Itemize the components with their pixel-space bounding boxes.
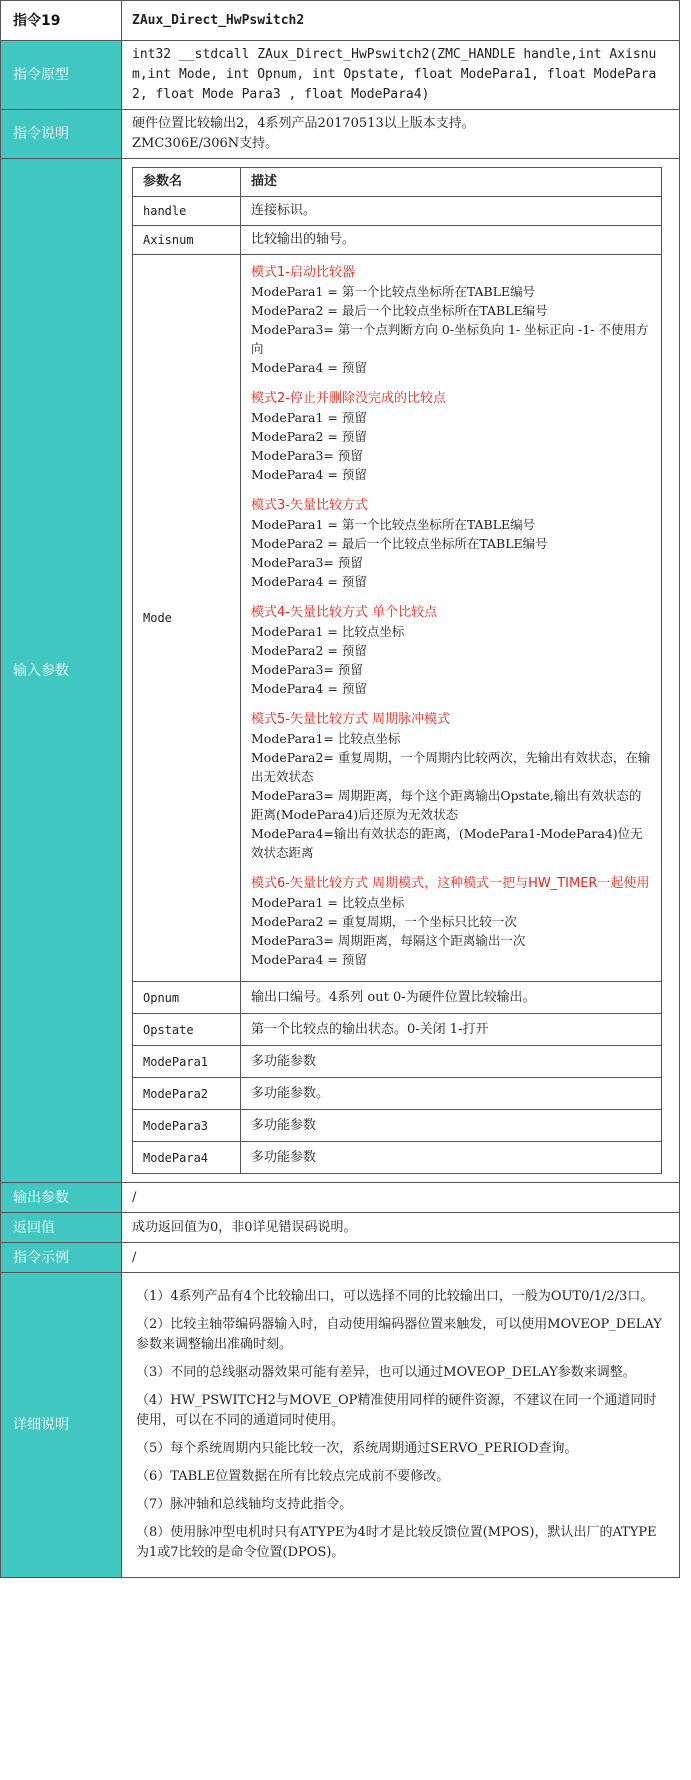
- detail-item: （1）4系列产品有4个比较输出口，可以选择不同的比较输出口，一般为OUT0/1/2/3口。: [136, 1289, 654, 1304]
- param-name: handle: [133, 197, 241, 226]
- detail-item: （2）比较主轴带编码器输入时，自动使用编码器位置来触发，可以使用MOVEOP_DELAY参数来调整输出准确时刻。: [136, 1317, 662, 1352]
- mode-line: ModePara4 = 预留: [251, 574, 367, 589]
- prototype-label: 指令原型: [1, 41, 122, 110]
- example-value: /: [122, 1243, 680, 1273]
- mode-line: ModePara3= 预留: [251, 448, 363, 463]
- param-name: ModePara4: [133, 1142, 241, 1174]
- param-desc: 连接标识。: [241, 197, 662, 226]
- param-row: [133, 1110, 662, 1142]
- mode-line: ModePara3= 周期距离，每隔这个距离输出一次: [251, 933, 526, 948]
- mode-line: ModePara1 = 第一个比较点坐标所在TABLE编号: [251, 284, 536, 299]
- mode-line: ModePara3= 预留: [251, 662, 363, 677]
- param-name: Mode: [133, 255, 241, 982]
- param-row: [133, 982, 662, 1014]
- mode-line: ModePara4 = 预留: [251, 681, 367, 696]
- mode-block: [251, 263, 651, 377]
- output-value: /: [122, 1183, 680, 1213]
- detail-label: 详细说明: [1, 1273, 122, 1578]
- mode-title: 模式2-停止并删除没完成的比较点: [251, 391, 446, 406]
- output-label: 输出参数: [1, 1183, 122, 1213]
- param-row: [133, 197, 662, 226]
- param-desc: 比较输出的轴号。: [241, 226, 662, 255]
- description-label: 指令说明: [1, 110, 122, 159]
- detail-item: （3）不同的总线驱动器效果可能有差异，也可以通过MOVEOP_DELAY参数来调整。: [136, 1365, 636, 1380]
- param-desc-header: 描述: [241, 168, 662, 197]
- param-name: ModePara2: [133, 1078, 241, 1110]
- detail-content: [122, 1273, 680, 1578]
- mode-line: ModePara2 = 预留: [251, 643, 367, 658]
- param-desc: 多功能参数: [241, 1110, 662, 1142]
- mode-title: 模式6-矢量比较方式 周期模式，这种模式一把与HW_TIMER一起使用: [251, 876, 650, 891]
- return-value: 成功返回值为0，非0详见错误码说明。: [122, 1213, 680, 1243]
- detail-item: （4）HW_PSWITCH2与MOVE_OP精准使用同样的硬件资源，不建议在同一个通道同时使用，可以在不同的通道同时使用。: [136, 1393, 657, 1428]
- detail-item: （8）使用脉冲型电机时只有ATYPE为4时才是比较反馈位置(MPOS)，默认出厂的ATYPE为1或7比较的是命令位置(DPOS)。: [136, 1525, 657, 1560]
- mode-line: ModePara3= 预留: [251, 555, 363, 570]
- param-desc: 多功能参数。: [241, 1078, 662, 1110]
- param-desc: 多功能参数: [241, 1046, 662, 1078]
- mode-line: ModePara2= 重复周期，一个周期内比较两次，先输出有效状态，在输出无效状态: [251, 750, 651, 784]
- mode-line: ModePara4 = 预留: [251, 467, 367, 482]
- header-row: [1, 1, 680, 41]
- mode-title: 模式1-启动比较器: [251, 265, 355, 280]
- param-row: [133, 1078, 662, 1110]
- return-label: 返回值: [1, 1213, 122, 1243]
- description-line: ZMC306E/306N支持。: [132, 136, 279, 151]
- example-row: [1, 1243, 680, 1273]
- prototype-row: [1, 41, 680, 110]
- mode-line: ModePara4 = 预留: [251, 360, 367, 375]
- mode-line: ModePara1 = 第一个比较点坐标所在TABLE编号: [251, 517, 536, 532]
- param-desc: 多功能参数: [241, 1142, 662, 1174]
- mode-line: ModePara4=输出有效状态的距离，(ModePara1-ModePara4)位无效状态距离: [251, 826, 643, 860]
- mode-line: ModePara2 = 预留: [251, 429, 367, 444]
- mode-title: 模式4-矢量比较方式 单个比较点: [251, 605, 438, 620]
- param-desc: 第一个比较点的输出状态。0-关闭 1-打开: [241, 1014, 662, 1046]
- mode-line: ModePara1 = 比较点坐标: [251, 895, 405, 910]
- mode-line: ModePara2 = 重复周期，一个坐标只比较一次: [251, 914, 517, 929]
- param-row: [133, 1142, 662, 1174]
- mode-line: ModePara2 = 最后一个比较点坐标所在TABLE编号: [251, 536, 548, 551]
- mode-line: ModePara3= 周期距离，每个这个距离输出Opstate,输出有效状态的距离(ModePara4)后还原为无效状态: [251, 788, 642, 822]
- param-table: [132, 167, 662, 1174]
- param-name: Opnum: [133, 982, 241, 1014]
- mode-line: ModePara1 = 比较点坐标: [251, 624, 405, 639]
- example-label: 指令示例: [1, 1243, 122, 1273]
- mode-block: [251, 389, 651, 484]
- detail-item: （6）TABLE位置数据在所有比较点完成前不要修改。: [136, 1469, 450, 1484]
- mode-line: ModePara4 = 预留: [251, 952, 367, 967]
- mode-line: ModePara2 = 最后一个比较点坐标所在TABLE编号: [251, 303, 548, 318]
- detail-item: （7）脉冲轴和总线轴均支持此指令。: [136, 1497, 353, 1512]
- param-row: [133, 1014, 662, 1046]
- param-desc: 输出口编号。4系列 out 0-为硬件位置比较输出。: [241, 982, 662, 1014]
- param-name: Opstate: [133, 1014, 241, 1046]
- mode-block: [251, 874, 651, 969]
- mode-title: 模式3-矢量比较方式: [251, 498, 368, 513]
- mode-description: [241, 255, 662, 982]
- mode-block: [251, 603, 651, 698]
- mode-line: ModePara3= 第一个点判断方向 0-坐标负向 1- 坐标正向 -1- 不使用方向: [251, 322, 649, 356]
- mode-block: [251, 496, 651, 591]
- description-text: [122, 110, 680, 159]
- param-name-header: 参数名: [133, 168, 241, 197]
- mode-title: 模式5-矢量比较方式 周期脉冲模式: [251, 712, 451, 727]
- mode-line: ModePara1= 比较点坐标: [251, 731, 401, 746]
- function-name: ZAux_Direct_HwPswitch2: [122, 1, 680, 41]
- param-name: ModePara1: [133, 1046, 241, 1078]
- param-row-mode: [133, 255, 662, 982]
- description-row: [1, 110, 680, 159]
- param-header-row: [133, 168, 662, 197]
- output-row: [1, 1183, 680, 1213]
- description-line: 硬件位置比较输出2，4系列产品20170513以上版本支持。: [132, 116, 475, 131]
- detail-item: （5）每个系统周期内只能比较一次，系统周期通过SERVO_PERIOD查询。: [136, 1441, 578, 1456]
- input-row: [1, 159, 680, 1183]
- return-row: [1, 1213, 680, 1243]
- param-name: ModePara3: [133, 1110, 241, 1142]
- param-name: Axisnum: [133, 226, 241, 255]
- param-row: [133, 1046, 662, 1078]
- detail-row: [1, 1273, 680, 1578]
- mode-line: ModePara1 = 预留: [251, 410, 367, 425]
- prototype-text: int32 __stdcall ZAux_Direct_HwPswitch2(ZMC_HANDLE handle,int Axisnum,int Mode, int Opnum, int Opstate, float ModePara1, float ModePara2, float Mode Para3 , float ModePara4): [122, 41, 680, 110]
- command-number: 指令19: [1, 1, 122, 41]
- mode-block: [251, 710, 651, 862]
- input-label: 输入参数: [1, 159, 122, 1183]
- param-row: [133, 226, 662, 255]
